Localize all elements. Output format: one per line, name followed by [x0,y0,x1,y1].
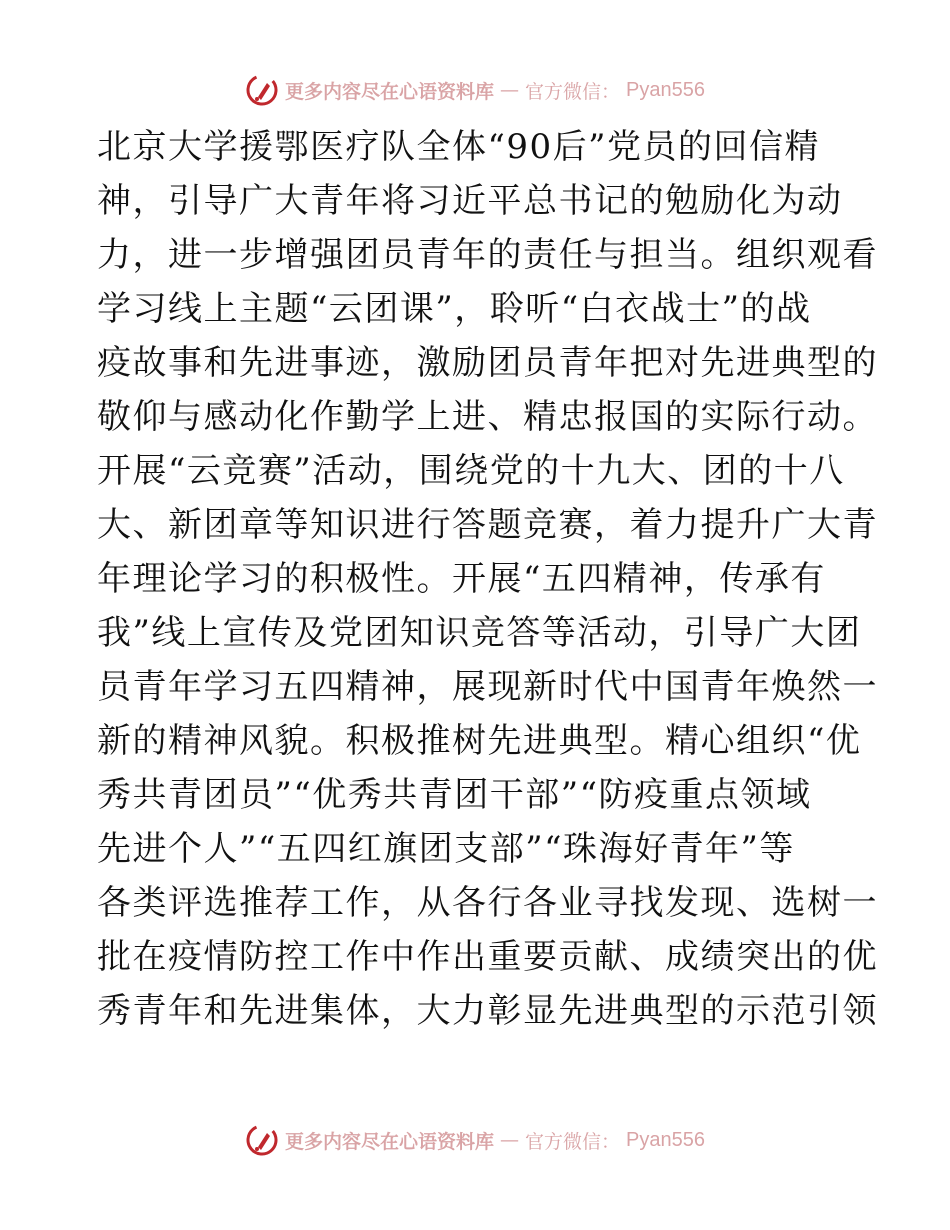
separator-dash: — [500,1129,520,1151]
text-line: 批在疫情防控工作中作出重要贡献、成绩突出的优 [97,937,878,977]
wechat-id: Pyan556 [626,78,705,101]
text-line: 敬仰与感动化作勤学上进、精忠报国的实际行动。 [97,397,878,437]
header-watermark [0,68,950,112]
text-line: 学习线上主题“云团课”，聆听“白衣战士”的战 [97,289,812,329]
text-line: 神，引导广大青年将习近平总书记的勉励化为动 [97,181,843,221]
text-line: 秀共青团员”“优秀共青团干部”“防疫重点领域 [97,775,812,815]
wechat-label: 官方微信： [525,80,621,103]
text-line: 我”线上宣传及党团知识竞答等活动，引导广大团 [97,613,862,653]
document-body [97,120,878,1038]
text-line: 先进个人”“五四红旗团支部”“珠海好青年”等 [97,829,795,869]
pen-nib-logo-icon [245,73,279,107]
wechat-id: Pyan556 [626,1128,705,1151]
separator-dash: — [500,79,520,101]
text-line: 疫故事和先进事迹，激励团员青年把对先进典型的 [97,343,878,383]
text-line: 大、新团章等知识进行答题竞赛，着力提升广大青 [97,505,878,545]
text-line: 秀青年和先进集体，大力彰显先进典型的示范引领 [97,991,878,1031]
text-line: 新的精神风貌。积极推树先进典型。精心组织“优 [97,721,862,761]
text-line: 年理论学习的积极性。开展“五四精神，传承有 [97,559,826,599]
text-line: 北京大学援鄂医疗队全体“90后”党员的回信精 [97,127,821,167]
pen-nib-logo-icon [245,1123,279,1157]
wechat-label: 官方微信： [525,1130,621,1153]
text-line: 开展“云竞赛”活动，围绕党的十九大、团的十八 [97,451,845,491]
site-name: 更多内容尽在心语资料库 [285,1130,495,1153]
site-name: 更多内容尽在心语资料库 [285,80,495,103]
text-line: 力，进一步增强团员青年的责任与担当。组织观看 [97,235,878,275]
text-line: 各类评选推荐工作，从各行各业寻找发现、选树一 [97,883,878,923]
footer-watermark [0,1118,950,1162]
text-line: 员青年学习五四精神，展现新时代中国青年焕然一 [97,667,878,707]
